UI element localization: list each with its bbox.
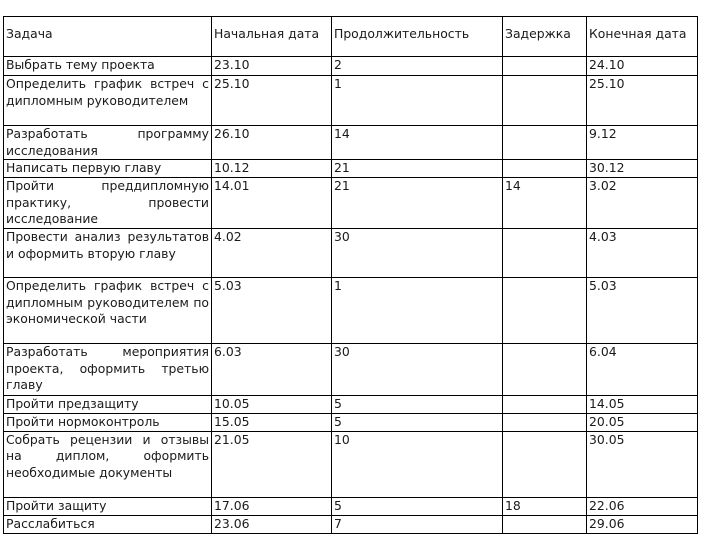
table-row [4, 278, 698, 344]
table-row [4, 57, 698, 76]
end-date-cell: 20.05 [587, 414, 698, 432]
table-row [4, 396, 698, 414]
start-date-cell: 21.05 [212, 431, 332, 497]
duration-cell: 5 [332, 414, 503, 432]
start-date-cell: 10.05 [212, 396, 332, 414]
table-row [4, 515, 698, 533]
table-row [4, 126, 698, 160]
task-cell: Разработать мероприятия проекта, оформить третью главу [4, 344, 212, 396]
delay-cell [503, 57, 587, 76]
end-date-cell: 4.03 [587, 229, 698, 278]
start-date-cell: 25.10 [212, 76, 332, 126]
table-row [4, 160, 698, 178]
end-date-cell: 30.12 [587, 160, 698, 178]
duration-cell: 30 [332, 344, 503, 396]
table-row [4, 414, 698, 432]
start-date-cell: 14.01 [212, 178, 332, 229]
start-date-cell: 15.05 [212, 414, 332, 432]
delay-cell [503, 76, 587, 126]
duration-cell: 30 [332, 229, 503, 278]
header-delay: Задержка [503, 17, 587, 57]
task-cell: Выбрать тему проекта [4, 57, 212, 76]
project-schedule-table [3, 16, 698, 534]
duration-cell: 5 [332, 497, 503, 515]
duration-cell: 7 [332, 515, 503, 533]
duration-cell: 21 [332, 160, 503, 178]
task-cell: Пройти преддипломную практику, провести исследование [4, 178, 212, 229]
end-date-cell: 30.05 [587, 431, 698, 497]
task-cell: Собрать рецензии и отзывы на диплом, оформить необходимые документы [4, 431, 212, 497]
delay-cell [503, 160, 587, 178]
delay-cell [503, 431, 587, 497]
task-cell: Определить график встреч с дипломным руководителем по экономической части [4, 278, 212, 344]
end-date-cell: 25.10 [587, 76, 698, 126]
table-row [4, 497, 698, 515]
task-cell: Пройти нормоконтроль [4, 414, 212, 432]
header-start-date: Начальная дата [212, 17, 332, 57]
end-date-cell: 14.05 [587, 396, 698, 414]
end-date-cell: 9.12 [587, 126, 698, 160]
task-cell: Провести анализ результатов и оформить вторую главу [4, 229, 212, 278]
delay-cell: 14 [503, 178, 587, 229]
task-cell: Пройти предзащиту [4, 396, 212, 414]
task-cell: Определить график встреч с дипломным руководителем [4, 76, 212, 126]
task-cell: Разработать программу исследования [4, 126, 212, 160]
delay-cell [503, 126, 587, 160]
table-header-row [4, 17, 698, 57]
header-duration: Продолжительность [332, 17, 503, 57]
end-date-cell: 3.02 [587, 178, 698, 229]
end-date-cell: 6.04 [587, 344, 698, 396]
end-date-cell: 5.03 [587, 278, 698, 344]
duration-cell: 14 [332, 126, 503, 160]
start-date-cell: 23.10 [212, 57, 332, 76]
duration-cell: 10 [332, 431, 503, 497]
delay-cell [503, 414, 587, 432]
end-date-cell: 22.06 [587, 497, 698, 515]
delay-cell [503, 344, 587, 396]
task-cell: Написать первую главу [4, 160, 212, 178]
start-date-cell: 10.12 [212, 160, 332, 178]
duration-cell: 1 [332, 76, 503, 126]
delay-cell: 18 [503, 497, 587, 515]
start-date-cell: 5.03 [212, 278, 332, 344]
duration-cell: 21 [332, 178, 503, 229]
end-date-cell: 29.06 [587, 515, 698, 533]
delay-cell [503, 396, 587, 414]
table-row [4, 431, 698, 497]
duration-cell: 2 [332, 57, 503, 76]
table-row [4, 229, 698, 278]
start-date-cell: 6.03 [212, 344, 332, 396]
task-cell: Пройти защиту [4, 497, 212, 515]
table-row [4, 344, 698, 396]
task-cell: Расслабиться [4, 515, 212, 533]
duration-cell: 5 [332, 396, 503, 414]
start-date-cell: 17.06 [212, 497, 332, 515]
delay-cell [503, 515, 587, 533]
start-date-cell: 4.02 [212, 229, 332, 278]
header-end-date: Конечная дата [587, 17, 698, 57]
table-row [4, 178, 698, 229]
table-row [4, 76, 698, 126]
end-date-cell: 24.10 [587, 57, 698, 76]
delay-cell [503, 229, 587, 278]
duration-cell: 1 [332, 278, 503, 344]
header-task: Задача [4, 17, 212, 57]
delay-cell [503, 278, 587, 344]
start-date-cell: 26.10 [212, 126, 332, 160]
start-date-cell: 23.06 [212, 515, 332, 533]
